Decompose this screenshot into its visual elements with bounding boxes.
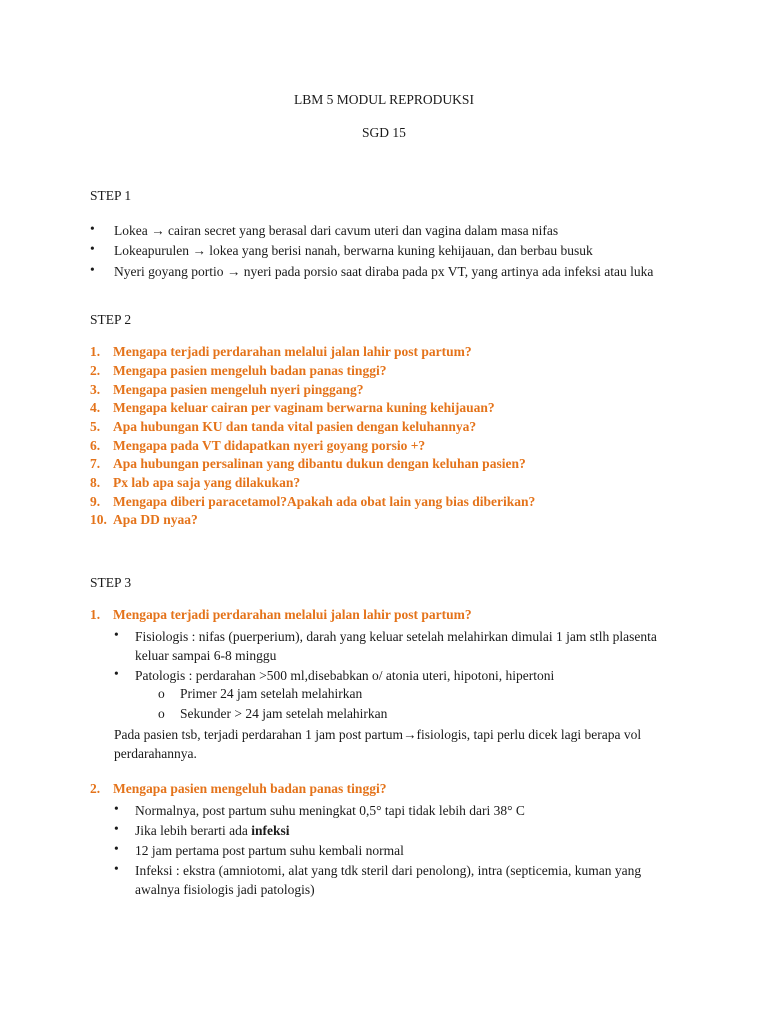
bullet-icon: • xyxy=(114,801,119,816)
list-item-text: 12 jam pertama post partum suhu kembali normal xyxy=(135,843,404,858)
question-text: Mengapa terjadi perdarahan melalui jalan lahir post partum? xyxy=(113,607,472,622)
question-number: 4. xyxy=(90,400,101,415)
bullet-icon: • xyxy=(114,666,119,681)
sub-list-item-text: Sekunder > 24 jam setelah melahirkan xyxy=(180,706,388,721)
list-item-text: Patologis : perdarahan >500 ml,disebabkan o/ atonia uteri, hipotoni, hipertoni xyxy=(135,668,555,683)
list-item-text: Lokeapurulen → lokea yang berisi nanah, berwarna kuning kehijauan, dan berbau busuk xyxy=(114,243,593,258)
bullet-icon: • xyxy=(114,821,119,836)
document-subtitle: SGD 15 xyxy=(362,125,406,140)
bullet-icon: • xyxy=(114,627,119,642)
question-text: Apa hubungan persalinan yang dibantu dukun dengan keluhan pasien? xyxy=(113,456,526,471)
question-text: Mengapa pasien mengeluh badan panas tinggi? xyxy=(113,781,387,796)
question-text: Apa DD nyaa? xyxy=(113,512,198,527)
question-number: 9. xyxy=(90,494,101,509)
question-text: Px lab apa saja yang dilakukan? xyxy=(113,475,301,490)
list-item-text-prefix: Jika lebih berarti ada xyxy=(135,823,252,838)
bullet-icon: • xyxy=(90,221,95,236)
step1-heading: STEP 1 xyxy=(90,188,132,203)
question-number: 1. xyxy=(90,607,101,622)
question-number: 2. xyxy=(90,781,101,796)
list-item-text: Normalnya, post partum suhu meningkat 0,5° tapi tidak lebih dari 38° C xyxy=(135,803,525,818)
bullet-icon: • xyxy=(90,262,95,277)
list-item-text: Lokea → cairan secret yang berasal dari cavum uteri dan vagina dalam masa nifas xyxy=(114,223,559,238)
document-title: LBM 5 MODUL REPRODUKSI xyxy=(294,92,474,107)
question-text: Mengapa pasien mengeluh badan panas tinggi? xyxy=(113,363,387,378)
question-number: 3. xyxy=(90,382,101,397)
paragraph: Pada pasien tsb, terjadi perdarahan 1 jam post partum→fisiologis, tapi perlu dicek lagi berapa vol perdarahannya. xyxy=(114,727,642,761)
question-text: Mengapa pada VT didapatkan nyeri goyang porsio +? xyxy=(113,438,426,453)
question-number: 10. xyxy=(90,512,107,527)
question-number: 2. xyxy=(90,363,101,378)
question-number: 5. xyxy=(90,419,101,434)
question-text: Mengapa diberi paracetamol?Apakah ada obat lain yang bias diberikan? xyxy=(113,494,536,509)
bullet-icon: • xyxy=(114,841,119,856)
sub-list-item-text: Primer 24 jam setelah melahirkan xyxy=(180,686,363,701)
question-number: 8. xyxy=(90,475,101,490)
list-item-text: Fisiologis : nifas (puerperium), darah yang keluar setelah melahirkan dimulai 1 jam stlh plasenta keluar sampai 6-8 minggu xyxy=(135,629,657,663)
question-number: 6. xyxy=(90,438,101,453)
bullet-icon: • xyxy=(114,861,119,876)
question-number: 7. xyxy=(90,456,101,471)
step2-heading: STEP 2 xyxy=(90,312,132,327)
list-item-text: Infeksi : ekstra (amniotomi, alat yang tdk steril dari penolong), intra (septicemia, kuman yang awalnya fisiologis jadi patologis) xyxy=(135,863,642,897)
emphasis-text: infeksi xyxy=(251,823,290,838)
question-text: Mengapa keluar cairan per vaginam berwarna kuning kehijauan? xyxy=(113,400,495,415)
list-item-text: Nyeri goyang portio → nyeri pada porsio saat diraba pada px VT, yang artinya ada infeksi atau luka xyxy=(114,264,654,279)
question-number: 1. xyxy=(90,344,101,359)
list-item-text xyxy=(135,821,673,840)
bullet-icon: • xyxy=(90,241,95,256)
circle-bullet-icon: o xyxy=(158,686,165,701)
step3-heading: STEP 3 xyxy=(90,575,132,590)
circle-bullet-icon: o xyxy=(158,706,165,721)
question-text: Apa hubungan KU dan tanda vital pasien dengan keluhannya? xyxy=(113,419,477,434)
question-text: Mengapa pasien mengeluh nyeri pinggang? xyxy=(113,382,364,397)
question-text: Mengapa terjadi perdarahan melalui jalan lahir post partum? xyxy=(113,344,472,359)
